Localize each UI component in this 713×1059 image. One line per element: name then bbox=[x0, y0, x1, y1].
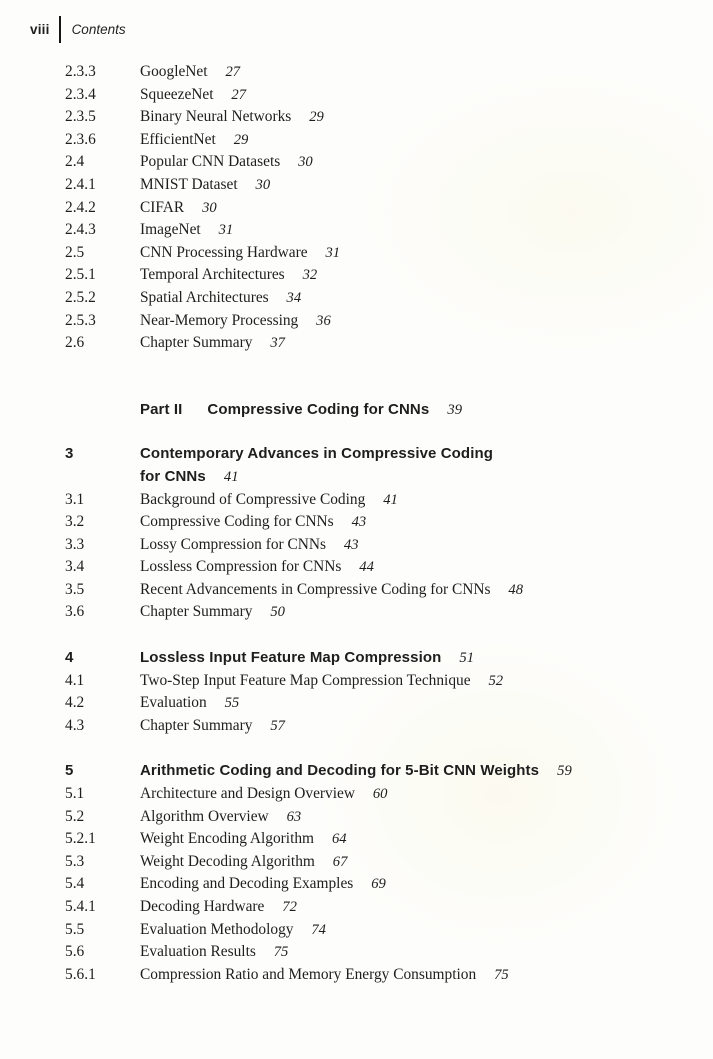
toc-row bbox=[65, 174, 689, 197]
entry-page-number: 34 bbox=[283, 289, 302, 306]
entry-title: Binary Neural Networks bbox=[140, 108, 292, 126]
running-header bbox=[30, 16, 126, 43]
entry-page-number: 27 bbox=[222, 64, 241, 80]
toc-row bbox=[65, 151, 689, 174]
toc-row bbox=[65, 310, 689, 333]
entry-title-cell bbox=[140, 534, 689, 557]
chapter-heading-row bbox=[65, 443, 689, 488]
entry-page-number: 64 bbox=[329, 831, 347, 848]
entry-page-number: 31 bbox=[215, 222, 234, 239]
section-number: 3.4 bbox=[65, 558, 85, 576]
entry-title: GoogleNet bbox=[140, 63, 208, 80]
entry-page-number: 43 bbox=[348, 514, 367, 531]
section-number: 2.5.3 bbox=[65, 311, 96, 329]
entry-title-cell bbox=[140, 264, 689, 287]
entry-title-cell bbox=[140, 806, 689, 829]
entry-title-cell bbox=[140, 61, 689, 84]
entry-title-cell bbox=[140, 715, 689, 738]
entry-title: EfficientNet bbox=[140, 130, 216, 148]
entry-page-number: 30 bbox=[199, 199, 217, 216]
entry-title: Evaluation Results bbox=[140, 943, 256, 961]
entry-page-number: 41 bbox=[220, 468, 239, 485]
section-number: 2.4.3 bbox=[65, 221, 96, 239]
entry-page-number: 30 bbox=[295, 154, 313, 171]
entry-title-cell bbox=[140, 896, 689, 919]
toc-row bbox=[65, 919, 689, 942]
entry-title-cell bbox=[140, 443, 689, 488]
entry-title: Popular CNN Datasets bbox=[140, 153, 281, 171]
section-number: 5.6.1 bbox=[65, 965, 96, 983]
part-page-number: 39 bbox=[444, 401, 463, 418]
toc-row bbox=[65, 511, 689, 534]
entry-title: Lossy Compression for CNNs bbox=[140, 535, 326, 553]
entry-title: Architecture and Design Overview bbox=[140, 785, 355, 803]
entry-page-number: 27 bbox=[228, 86, 247, 103]
entry-title-line1: Contemporary Advances in Compressive Coding bbox=[140, 445, 493, 463]
section-number: 2.3.5 bbox=[65, 108, 96, 126]
entry-page-number: 59 bbox=[554, 763, 572, 780]
section-number: 3.1 bbox=[65, 490, 85, 508]
toc-row bbox=[65, 828, 689, 851]
entry-page-number: 41 bbox=[380, 491, 398, 508]
entry-title: Decoding Hardware bbox=[140, 898, 265, 915]
section-number: 2.5 bbox=[65, 243, 85, 261]
chapter-heading-row bbox=[65, 760, 689, 783]
entry-title-cell bbox=[140, 964, 689, 987]
entry-title-cell bbox=[140, 151, 689, 174]
section-number: 3.5 bbox=[65, 580, 85, 598]
entry-title: Compression Ratio and Memory Energy Consumption bbox=[140, 965, 477, 983]
entry-title: Lossless Compression for CNNs bbox=[140, 558, 342, 576]
entry-title-cell bbox=[140, 310, 689, 333]
toc-row bbox=[65, 197, 689, 220]
entry-title: CIFAR bbox=[140, 198, 185, 216]
entry-page-number: 37 bbox=[267, 335, 285, 352]
entry-title: Arithmetic Coding and Decoding for 5-Bit CNN Weights bbox=[140, 762, 540, 780]
entry-page-number: 69 bbox=[368, 876, 386, 893]
entry-title-cell bbox=[140, 670, 689, 693]
toc-row bbox=[65, 61, 689, 84]
section-number: 2.5.2 bbox=[65, 288, 96, 306]
entry-title: Near-Memory Processing bbox=[140, 311, 299, 329]
entry-title: Two-Step Input Feature Map Compression Technique bbox=[140, 671, 471, 689]
section-number: 4 bbox=[65, 649, 74, 667]
entry-title-cell bbox=[140, 489, 689, 512]
toc-row bbox=[65, 332, 689, 355]
toc-row bbox=[65, 534, 689, 557]
entry-page-number: 60 bbox=[369, 786, 388, 803]
entry-title: Spatial Architectures bbox=[140, 288, 269, 306]
entry-page-number: 29 bbox=[230, 131, 249, 148]
toc-block bbox=[65, 647, 689, 737]
entry-title-cell bbox=[140, 579, 689, 602]
entry-title-cell bbox=[140, 873, 689, 896]
entry-title-cell bbox=[140, 692, 689, 715]
chapter-heading-row bbox=[65, 647, 689, 670]
section-number: 5.4.1 bbox=[65, 898, 96, 915]
entry-title: SqueezeNet bbox=[140, 85, 214, 103]
entry-title-cell bbox=[140, 828, 689, 851]
toc-row bbox=[65, 601, 689, 624]
entry-page-number: 29 bbox=[306, 109, 324, 126]
section-number: 4.3 bbox=[65, 716, 85, 734]
section-number: 2.4.2 bbox=[65, 198, 96, 216]
entry-page-number: 74 bbox=[308, 921, 326, 938]
header-divider-rule bbox=[59, 16, 61, 43]
toc-row bbox=[65, 556, 689, 579]
section-number: 3.3 bbox=[65, 535, 85, 553]
entry-page-number: 52 bbox=[485, 672, 504, 689]
entry-title-cell bbox=[140, 783, 689, 806]
toc-row bbox=[65, 579, 689, 602]
entry-title: CNN Processing Hardware bbox=[140, 243, 308, 261]
section-number: 2.3.3 bbox=[65, 63, 96, 80]
section-number: 2.3.4 bbox=[65, 85, 96, 103]
entry-title: ImageNet bbox=[140, 221, 201, 239]
section-number: 5.1 bbox=[65, 785, 85, 803]
folio-page-number: viii bbox=[30, 22, 50, 37]
entry-title-cell bbox=[140, 242, 689, 265]
section-number: 4.2 bbox=[65, 694, 85, 712]
toc-row bbox=[65, 964, 689, 987]
section-number: 5.3 bbox=[65, 852, 85, 870]
toc-block bbox=[65, 61, 689, 355]
section-number: 2.3.6 bbox=[65, 130, 96, 148]
section-number: 2.4 bbox=[65, 153, 85, 171]
toc-row bbox=[65, 84, 689, 107]
toc-row bbox=[65, 715, 689, 738]
toc-row bbox=[65, 242, 689, 265]
toc-row bbox=[65, 783, 689, 806]
entry-title: Weight Decoding Algorithm bbox=[140, 852, 315, 870]
section-number: 2.5.1 bbox=[65, 266, 96, 284]
part-title: Compressive Coding for CNNs 39 bbox=[207, 400, 463, 418]
section-number: 3 bbox=[65, 445, 74, 463]
entry-title: Evaluation bbox=[140, 694, 207, 712]
part-heading-row bbox=[140, 399, 689, 422]
entry-page-number: 67 bbox=[329, 853, 348, 870]
entry-title: Weight Encoding Algorithm bbox=[140, 830, 315, 848]
section-number: 5.4 bbox=[65, 875, 85, 893]
entry-title: MNIST Dataset bbox=[140, 175, 238, 193]
entry-page-number: 44 bbox=[356, 559, 374, 576]
toc-row bbox=[65, 670, 689, 693]
entry-title-cell bbox=[140, 760, 689, 783]
section-number: 3.6 bbox=[65, 603, 85, 621]
section-number: 5.2 bbox=[65, 807, 85, 825]
entry-page-number: 72 bbox=[279, 899, 297, 915]
entry-page-number: 57 bbox=[267, 717, 285, 734]
entry-title-cell bbox=[140, 332, 689, 355]
entry-title: Lossless Input Feature Map Compression bbox=[140, 649, 442, 667]
entry-page-number: 51 bbox=[456, 650, 475, 667]
entry-title: Chapter Summary bbox=[140, 334, 253, 352]
section-number: 5.6 bbox=[65, 943, 85, 961]
entry-page-number: 75 bbox=[491, 966, 509, 983]
section-number: 2.4.1 bbox=[65, 175, 96, 193]
entry-page-number: 36 bbox=[313, 312, 331, 329]
section-number: 3.2 bbox=[65, 513, 85, 531]
entry-title: Evaluation Methodology bbox=[140, 920, 294, 938]
toc-row bbox=[65, 264, 689, 287]
running-title: Contents bbox=[71, 22, 126, 37]
entry-page-number: 32 bbox=[299, 267, 318, 284]
entry-title: Chapter Summary bbox=[140, 603, 253, 621]
section-number: 5 bbox=[65, 762, 74, 780]
entry-title: Algorithm Overview bbox=[140, 807, 269, 825]
entry-title-cell bbox=[140, 601, 689, 624]
toc-row bbox=[65, 896, 689, 919]
toc-row bbox=[65, 692, 689, 715]
entry-title-line2: for CNNs 41 bbox=[140, 467, 239, 485]
entry-title: Encoding and Decoding Examples bbox=[140, 875, 354, 893]
entry-title: Compressive Coding for CNNs bbox=[140, 513, 334, 531]
toc-row bbox=[65, 941, 689, 964]
entry-title: Temporal Architectures bbox=[140, 266, 285, 284]
section-number: 2.6 bbox=[65, 334, 85, 352]
entry-title-cell bbox=[140, 287, 689, 310]
section-number: 5.5 bbox=[65, 920, 85, 938]
toc-row bbox=[65, 489, 689, 512]
entry-title-cell bbox=[140, 556, 689, 579]
entry-title-cell bbox=[140, 851, 689, 874]
entry-title-cell bbox=[140, 941, 689, 964]
entry-page-number: 50 bbox=[267, 604, 285, 621]
toc-row bbox=[65, 873, 689, 896]
toc-row bbox=[65, 106, 689, 129]
entry-title-cell bbox=[140, 197, 689, 220]
toc-row bbox=[65, 287, 689, 310]
entry-title-cell bbox=[140, 129, 689, 152]
entry-page-number: 31 bbox=[322, 244, 341, 261]
entry-page-number: 55 bbox=[221, 695, 240, 712]
entry-title-cell bbox=[140, 174, 689, 197]
entry-title: Background of Compressive Coding bbox=[140, 490, 366, 508]
entry-title: Recent Advancements in Compressive Coding for CNNs bbox=[140, 580, 491, 598]
entry-page-number: 75 bbox=[270, 944, 289, 961]
entry-page-number: 30 bbox=[252, 176, 271, 193]
toc-row bbox=[65, 806, 689, 829]
toc-block bbox=[65, 443, 689, 624]
table-of-contents bbox=[65, 61, 689, 986]
part-block bbox=[65, 399, 689, 422]
toc-block bbox=[65, 760, 689, 986]
entry-title-cell bbox=[140, 106, 689, 129]
entry-title-cell bbox=[140, 219, 689, 242]
entry-title-cell bbox=[140, 84, 689, 107]
section-number: 4.1 bbox=[65, 671, 85, 689]
toc-row bbox=[65, 219, 689, 242]
toc-row bbox=[65, 129, 689, 152]
entry-title-cell bbox=[140, 647, 689, 670]
entry-title-cell bbox=[140, 511, 689, 534]
entry-page-number: 63 bbox=[283, 808, 302, 825]
entry-page-number: 43 bbox=[340, 536, 359, 553]
section-number: 5.2.1 bbox=[65, 830, 96, 848]
entry-title: Chapter Summary bbox=[140, 716, 253, 734]
entry-title-cell bbox=[140, 919, 689, 942]
toc-row bbox=[65, 851, 689, 874]
part-number: Part II bbox=[140, 400, 183, 418]
entry-page-number: 48 bbox=[505, 581, 524, 598]
